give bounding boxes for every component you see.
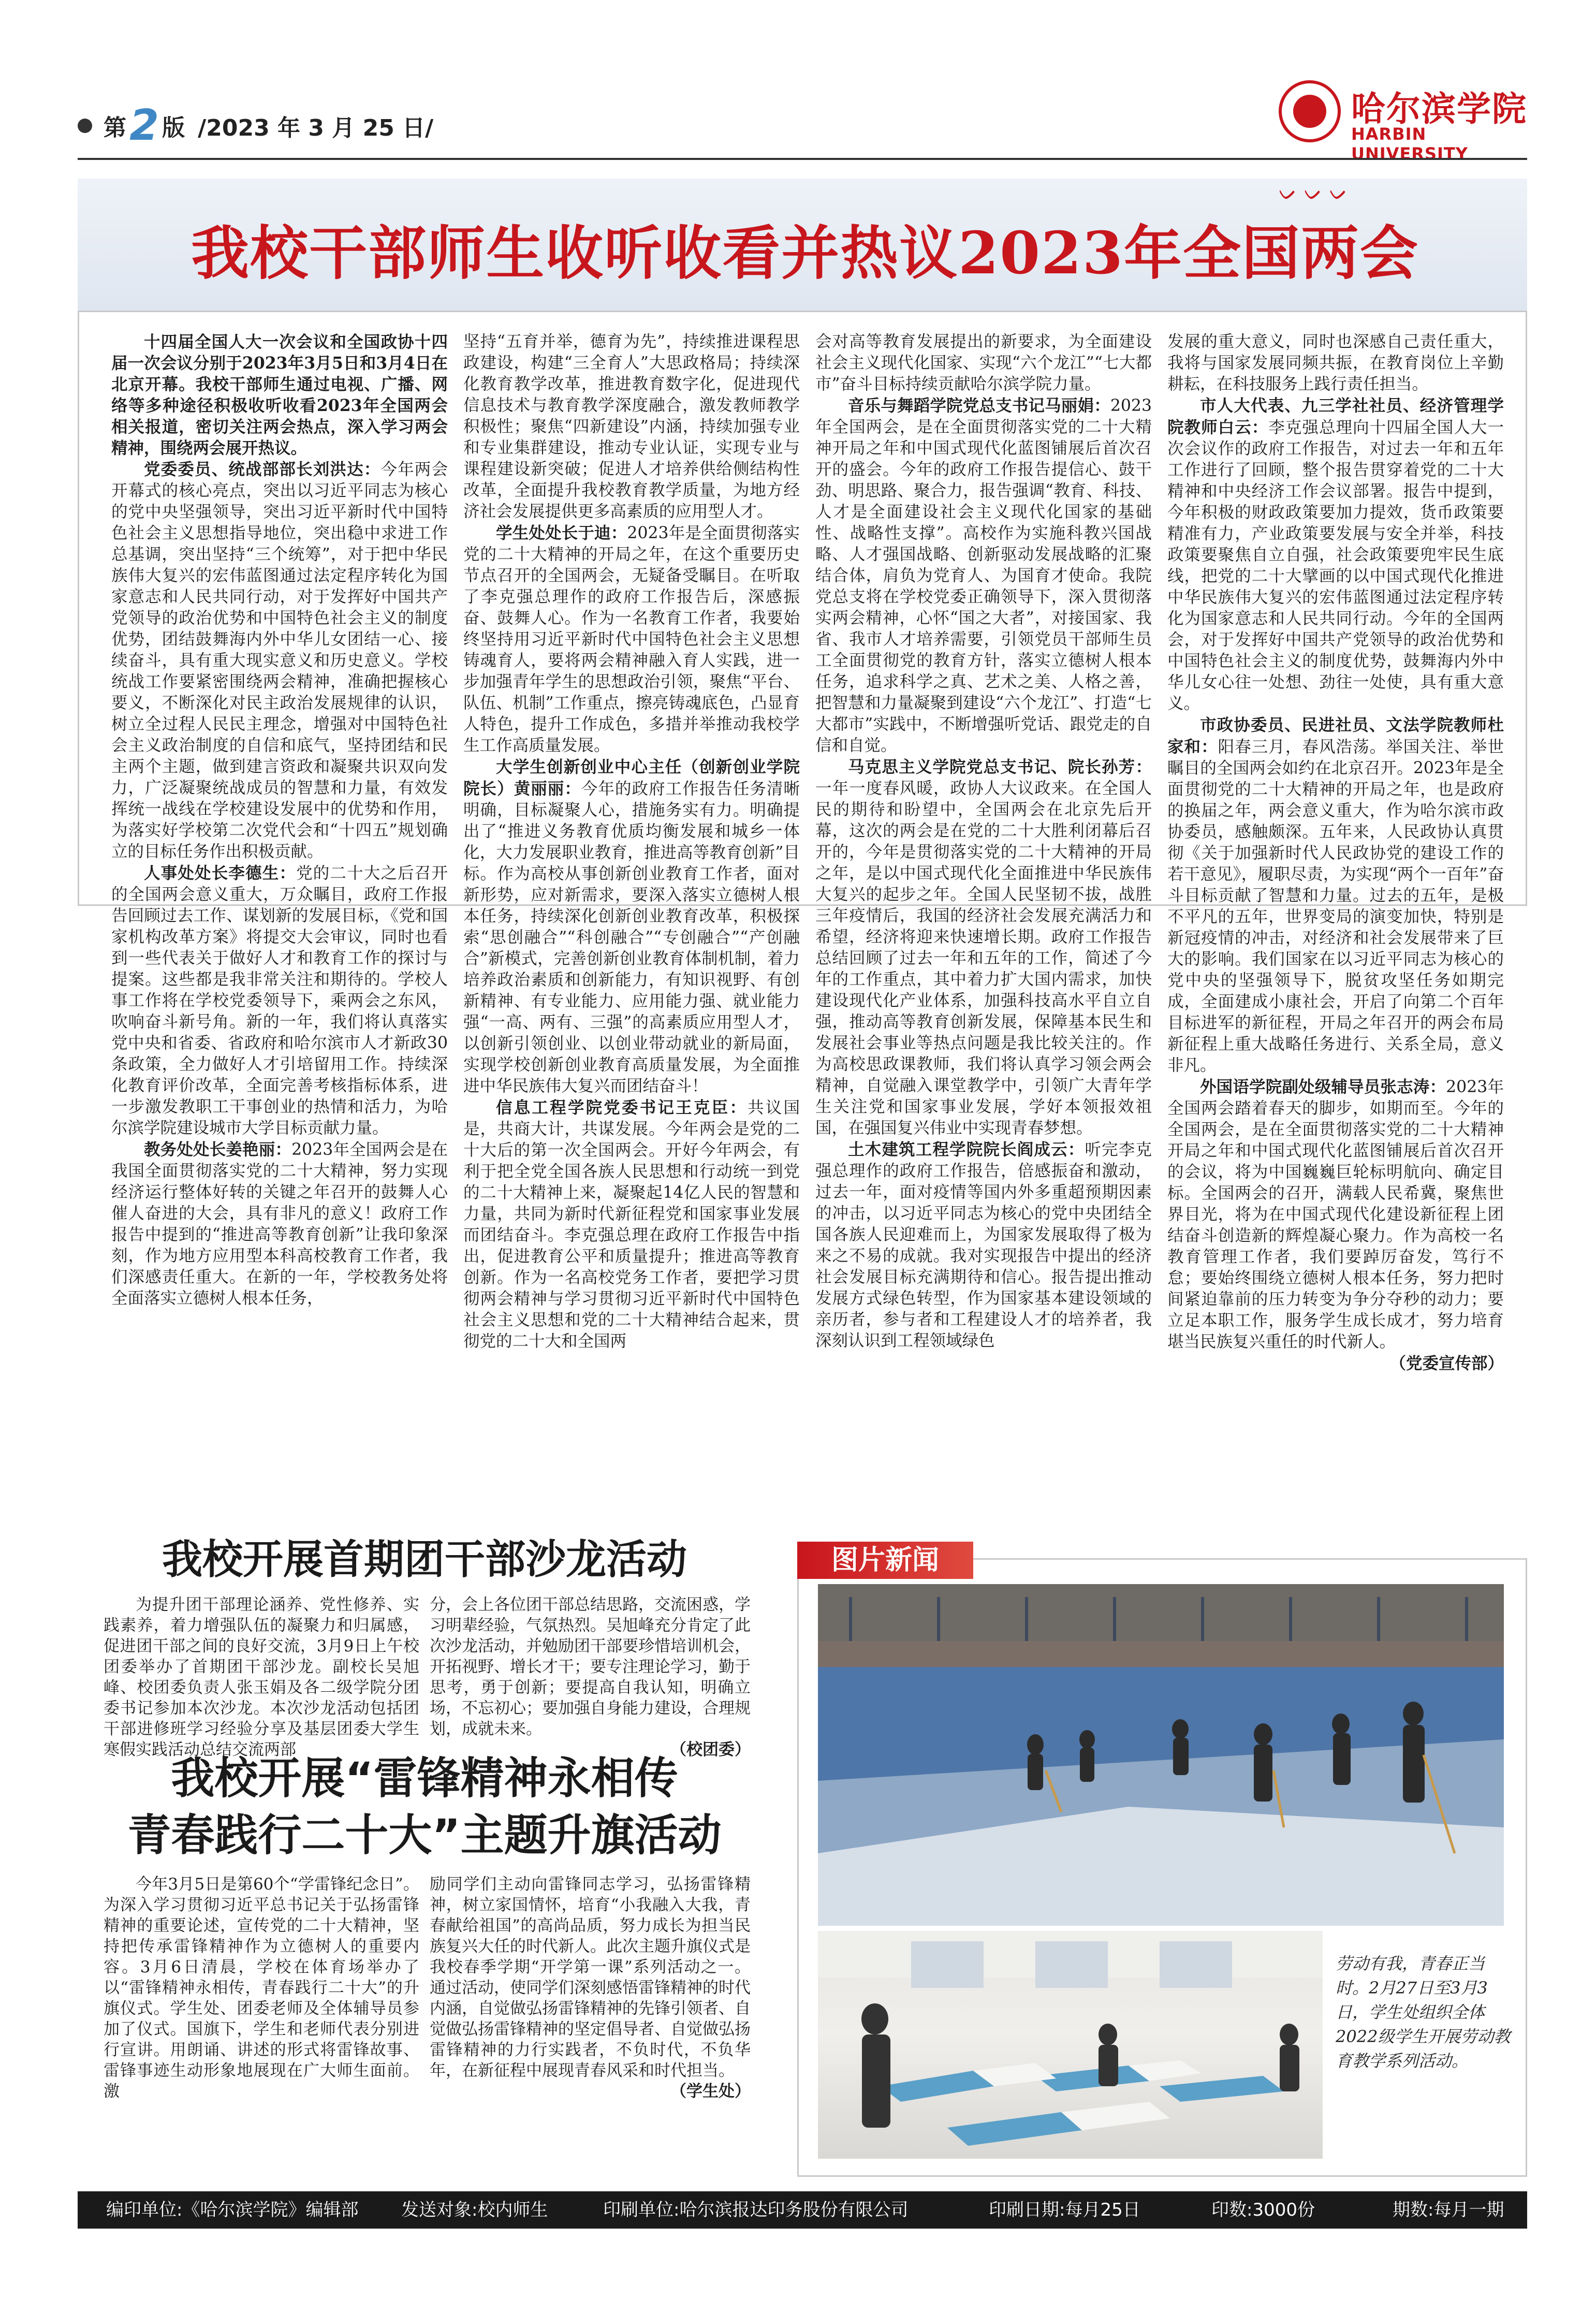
- footer-printer: 印刷单位:哈尔滨报达印务股份有限公司: [603, 2200, 909, 2220]
- university-seal-icon: [1279, 80, 1341, 142]
- speaker-paragraph: [815, 1139, 1152, 1352]
- speaker-name: 土木建筑工程学院院长阎成云：: [848, 1140, 1085, 1159]
- speaker-paragraph: [111, 862, 448, 1139]
- leifeng-signature: （学生处）: [670, 2082, 751, 2101]
- article-signature: （党委宣传部）: [1389, 1354, 1504, 1373]
- page-prefix: 第: [104, 114, 126, 141]
- footer-copies: 印数:3000份: [1211, 2200, 1315, 2220]
- main-article-column-3: [815, 331, 1152, 1352]
- main-article-column-2: [463, 331, 800, 1352]
- article-paragraph: 发展的重大意义，同时也深感自己责任重大，我将与国家发展同频共振，在教育岗位上辛勤耕耘，在科技服务上践行责任担当。: [1167, 332, 1504, 393]
- speaker-remarks: 今年的政府工作报告任务清晰明确，目标凝聚人心，措施务实有力。明确提出了“推进义务教育优质均衡发展和城乡一体化，大力发展职业教育，推进高等教育创新”目标。作为高校从事创新创业教育工作者，面对新形势，应对新需求，要深入落实立德树人根本任务，持续深化创新创业教育改革，积极探索“思创融合”“科创融合”“专创融合”“产创融合”新模式，完善创新创业教育体制机制，着力培养政治素质和创新能力，有知识视野、有创新精神、有专业能力、应用能力强、就业能力强“一高、两有、三强”的高素质应用型人才，以创新引领创业、以创业带动就业的新局面，实现学校创新创业教育高质量发展，为全面推进中华民族伟大复兴而团结奋斗！: [463, 780, 800, 1095]
- leifeng-headline: [78, 1750, 771, 1864]
- photo-classroom-cleaning: [818, 1931, 1323, 2159]
- speaker-remarks: 2023年全国两会，是在全面贯彻落实党的二十大精神开局之年和中国式现代化蓝图铺展后首次召开的盛会。今年的政府工作报告提信心、鼓干劲、明思路、聚合力，报告强调“教育、科技、人才是全面建设社会主义现代化国家的基础性、战略性支撑”。高校作为实施科教兴国战略、人才强国战略、创新驱动发展战略的汇聚结合体，肩负为党育人、为国育才使命。我院党总支将在学校党委正确领导下，深入贯彻落实两会精神，心怀“国之大者”，对接国家、我省、我市人才培养需要，引领党员干部师生员工全面贯彻党的教育方针，落实立德树人根本任务，追求科学之真、艺术之美、人格之善，把智慧和力量凝聚到建设“六个龙江”、打造“七大都市”实践中，不断增强听党话、跟党走的自信和自觉。: [815, 397, 1152, 755]
- speaker-remarks: 听完李克强总理作的政府工作报告，倍感振奋和激动，过去一年，面对疫情等国内外多重超预期因素的冲击，以习近平同志为核心的党中央团结全国各族人民迎难而上，为国家发展取得了极为来之不易的成就。我对实现报告中提出的经济社会发展目标充满期待和信心。报告提出推动发展方式绿色转型，作为国家基本建设领域的亲历者，参与者和工程建设人才的培养者，我深刻认识到工程领域绿色: [815, 1140, 1152, 1350]
- salon-column-2: 分，会上各位团干部总结思路，交流困惑，学习明辈经验，气氛热烈。吴旭峰充分肯定了此次沙龙活动，并勉励团干部要珍惜培训机会，开拓视野、增长才干；要专注理论学习，勤于思考，勇于创新；要提高自我认知，明确立场，不忘初心；要加强自身能力建设，合理规划，成就未来。 （校团委）: [430, 1595, 751, 1759]
- speaker-name: 市政协委员、民进社员、文法学院教师杜家和：: [1167, 715, 1504, 756]
- speaker-paragraph: [463, 756, 800, 1097]
- header-divider: [78, 158, 1527, 160]
- photo-snow-clearing: [818, 1584, 1504, 1926]
- page-suffix: 版: [162, 114, 185, 141]
- speaker-paragraph: [463, 1097, 800, 1352]
- speaker-paragraph: [111, 459, 448, 862]
- speaker-remarks: 2023年全国两会是在我国全面贯彻落实党的二十大精神，努力实现经济运行整体好转的关键之年召开的鼓舞人心催人奋进的大会，具有非凡的意义！政府工作报告中提到的“推进高等教育创新”让我印象深刻，作为地方应用型本科高校教育工作者，我们深感责任重大。在新的一年，学校教务处将全面落实立德树人根本任务，: [111, 1140, 448, 1308]
- speaker-remarks: 2023年全国两会踏着春天的脚步，如期而至。今年的全国两会，是在全面贯彻落实党的二十大精神开局之年和中国式现代化蓝图铺展后首次召开的会议，将为中国巍巍巨轮标明航向、确定目标。全国两会的召开，满载人民希冀，聚焦世界目光，将为在中国式现代化建设新征程上团结奋斗创造新的辉煌凝心聚力。作为高校一名教育管理工作者，我们要踔厉奋发，笃行不怠；要始终围绕立德树人根本任务，努力把时间紧迫靠前的压力转变为争分夺秒的动力；要立足本职工作，服务学生成长成才，努力培育堪当民族复兴重任的时代新人。: [1167, 1078, 1504, 1351]
- speaker-remarks: 共议国是，共商大计，共谋发展。今年两会是党的二十大后的第一次全国两会。开好今年两会，有利于把全党全国各族人民思想和行动统一到党的二十大精神上来，凝聚起14亿人民的智慧和力量，共同为新时代新征程党和国家事业发展而团结奋斗。李克强总理在政府工作报告中指出，促进教育公平和质量提升；推进高等教育创新。作为一名高校党务工作者，要把学习贯彻两会精神与学习贯彻习近平新时代中国特色社会主义思想和党的二十大精神结合起来，贯彻党的二十大和全国两: [463, 1099, 800, 1351]
- speaker-name: 大学生创新创业中心主任（创新创业学院院长）黄丽丽：: [463, 757, 800, 798]
- main-headline: 我校干部师生收听收看并热议2023年全国两会: [191, 219, 1419, 287]
- speaker-remarks: 今年两会开幕式的核心亮点，突出以习近平同志为核心的党中央坚强领导，突出习近平新时代中国特色社会主义思想指导地位，突出稳中求进工作总基调，突出坚持“三个统筹”，对于把中华民族伟大复兴的宏伟蓝图通过法定程序转化为国家意志和人民共同行动，对于发挥好中国共产党领导的政治优势和中国特色社会主义的制度优势，团结鼓舞海内外中华儿女团结一心、接续奋斗，具有重大现实意义和历史意义。学校统战工作要紧密围绕两会精神，准确把握核心要义，不断深化对民主政治发展规律的认识，树立全过程人民民主理念，增强对中国特色社会主义政治制度的自信和底气，坚持团结和民主两个主题，做到建言资政和凝聚共识双向发力，广泛凝聚统战成员的智慧和力量，有效发挥统一战线在学校建设发展中的优势和作用，为落实好学校第二次党代会和“十四五”规划确立的目标任务作出积极贡献。: [111, 460, 448, 861]
- speaker-name: 外国语学院副处级辅导员张志涛：: [1200, 1077, 1446, 1096]
- main-article-column-4: [1167, 331, 1504, 1374]
- snow-clearing-illustration: [818, 1584, 1504, 1926]
- footer-period: 期数:每月一期: [1393, 2200, 1504, 2220]
- picture-news-caption: 劳动有我，青春正当时。2月27日至3月3日，学生处组织全体2022级学生开展劳动教育教学系列活动。: [1336, 1954, 1511, 2071]
- logo-name-cn: 哈尔滨学院: [1351, 89, 1527, 129]
- speaker-paragraph: [463, 522, 800, 756]
- leifeng-headline-line-2: 青春践行二十大”主题升旗活动: [127, 1810, 722, 1861]
- page-number: 2: [129, 101, 159, 150]
- leifeng-column-1: 今年3月5日是第60个“学雷锋纪念日”。为深入学习贯彻习近平总书记关于弘扬雷锋精神的重要论述，宣传党的二十大精神，坚持把传承雷锋精神作为立德树人的重要内容。3月6日清晨，学校在体育场举办了以“雷锋精神永相传，青春践行二十大”的升旗仪式。学生处、团委老师及全体辅导员参加了仪式。国旗下，学生和老师代表分别进行宣讲。用朗诵、讲述的形式将雷锋故事、雷锋事迹生动形象地展现在广大师生面前。激: [104, 1875, 419, 2101]
- main-article-column-1: [111, 331, 448, 1309]
- speaker-paragraph: [815, 756, 1152, 1139]
- speaker-paragraph: [815, 395, 1152, 756]
- salon-headline: 我校开展首期团干部沙龙活动: [162, 1536, 687, 1583]
- speaker-paragraph: [1167, 395, 1504, 714]
- article-paragraph: 坚持“五育并举，德育为先”，持续推进课程思政建设，构建“三全育人”大思政格局；持续深化教育教学改革，推进教育数字化，促进现代信息技术与教育教学深度融合，激发教师教学积极性；聚焦“四新建设”内涵，持续加强专业和专业集群建设，推动专业认证，实现专业与课程建设新突破；促进人才培养供给侧结构性改革，全面提升我校教育教学质量，为地方经济社会发展提供更多高素质的应用型人才。: [463, 332, 800, 521]
- speaker-name: 党委委员、统战部部长刘洪达：: [144, 460, 381, 479]
- classroom-illustration: [818, 1931, 1323, 2159]
- speaker-remarks: 阳春三月，春风浩荡。举国关注、举世瞩目的全国两会如约在北京召开。2023年是全面贯彻党的二十大精神的开局之年，也是政府的换届之年，两会意义重大，作为哈尔滨市政协委员，感触颇深。五年来，人民政协认真贯彻《关于加强新时代人民政协党的建设工作的若干意见》，履职尽责，为实现“两个一百年”奋斗目标贡献了智慧和力量。过去的五年，是极不平凡的五年，世界变局的演变加快，特别是新冠疫情的冲击，对经济和社会发展带来了巨大的影响。我们国家在以习近平同志为核心的党中央的坚强领导下，脱贫攻坚任务如期完成，全面建成小康社会，开启了向第二个百年目标进军的新征程，开局之年召开的两会布局新征程上重大战略任务进行、关系全局，意义非凡。: [1167, 738, 1504, 1075]
- bird-decoration-icon: ᨆ ᨆ ᨆ: [1279, 181, 1348, 205]
- speaker-remarks: 李克强总理向十四届全国人大一次会议作的政府工作报告，对过去一年和五年工作进行了回顾，整个报告贯穿着党的二十大精神和中央经济工作会议部署。报告中提到，今年积极的财政政策要加力提效，货币政策要精准有力，产业政策要发展与安全并举，科技政策要聚焦自立自强，社会政策要兜牢民生底线，把党的二十大擘画的以中国式现代化推进中华民族伟大复兴的宏伟蓝图通过法定程序转化为国家意志和人民共同行动。今年的全国两会，对于发挥好中国共产党领导的政治优势和中国特色社会主义的制度优势，鼓舞海内外中华儿女心往一处想、劲往一处使，具有重大意义。: [1167, 418, 1504, 713]
- salon-column-1: 为提升团干部理论涵养、党性修养、实践素养，着力增强队伍的凝聚力和归属感，促进团干部之间的良好交流，3月9日上午校团委举办了首期团干部沙龙。副校长吴旭峰、校团委负责人张玉娟及各二级学院分团委书记参加本次沙龙。本次沙龙活动包括团干部进修班学习经验分享及基层团委大学生寒假实践活动总结交流两部: [104, 1595, 419, 1759]
- footer-print-date: 印刷日期:每月25日: [989, 2200, 1140, 2220]
- speaker-name: 市人大代表、九三学社社员、经济管理学院教师白云：: [1167, 396, 1504, 437]
- speaker-remarks: 党的二十大之后召开的全国两会意义重大，万众瞩目，政府工作报告回顾过去工作、谋划新的发展目标，《党和国家机构改革方案》将提交大会审议，同时也看到一些代表关于做好人才和教育工作的探讨与提案。这些都是我非常关注和期待的。学校人事工作将在学校党委领导下，乘两会之东风，吹响奋斗新号角。新的一年，我们将认真落实党中央和省委、省政府和哈尔滨市人才新政30条政策，全力做好人才引培留用工作。持续深化教育评价改革，全面完善考核指标体系，进一步激发教职工干事创业的热情和活力，为哈尔滨学院建设城市大学目标贡献力量。: [111, 864, 448, 1137]
- bullet-icon: [78, 119, 92, 133]
- page-footer: [78, 2191, 1527, 2229]
- speaker-paragraph: [111, 1139, 448, 1309]
- footer-editor: 编印单位:《哈尔滨学院》编辑部: [106, 2200, 359, 2220]
- speaker-name: 学生处处长于迪：: [496, 523, 627, 543]
- speaker-name: 马克思主义学院党总支书记、院长孙芳：: [848, 757, 1152, 777]
- logo-name-en: HARBIN UNIVERSITY: [1351, 124, 1468, 164]
- footer-audience: 发送对象:校内师生: [401, 2200, 548, 2220]
- speaker-name: 信息工程学院党委书记王克臣：: [496, 1098, 748, 1117]
- speaker-name: 教务处处长姜艳丽：: [144, 1140, 292, 1159]
- article-paragraph: 会对高等教育发展提出的新要求，为全面建设社会主义现代化国家、实现“六个龙江”“七大都市”奋斗目标持续贡献哈尔滨学院力量。: [815, 332, 1152, 393]
- article-lead: 十四届全国人大一次会议和全国政协十四届一次会议分别于2023年3月5日和3月4日在北京开幕。我校干部师生通过电视、广播、网络等多种途径积极收听收看2023年全国两会相关报道，密切关注两会热点，深入学习两会精神，围绕两会展开热议。: [111, 332, 448, 458]
- leifeng-headline-line-1: 我校开展“雷锋精神永相传: [171, 1753, 678, 1804]
- speaker-name: 人事处处长李德生：: [144, 863, 297, 883]
- speaker-paragraph: [1167, 1076, 1504, 1353]
- speaker-name: 音乐与舞蹈学院党总支书记马丽娟：: [848, 396, 1110, 415]
- salon-signature: （校团委）: [670, 1740, 751, 1759]
- picture-news-tag: 图片新闻: [797, 1542, 973, 1579]
- issue-date: /2023 年 3 月 25 日/: [198, 114, 434, 141]
- university-logo: [1279, 75, 1538, 164]
- leifeng-column-2: 励同学们主动向雷锋同志学习，弘扬雷锋精神，树立家国情怀，培育“小我融入大我，青春献给祖国”的高尚品质，努力成长为担当民族复兴大任的时代新人。此次主题升旗仪式是我校春季学期“开学第一课”系列活动之一。通过活动，使同学们深刻感悟雷锋精神的时代内涵，自觉做弘扬雷锋精神的先锋引领者、自觉做弘扬雷锋精神的坚定倡导者、自觉做弘扬雷锋精神的力行实践者，不负时代，不负华年，在新征程中展现青春风采和时代担当。 （学生处）: [430, 1875, 751, 2101]
- speaker-paragraph: [1167, 714, 1504, 1076]
- speaker-remarks: 一年一度春风暖，政协人大议政来。在全国人民的期待和盼望中，全国两会在北京先后开幕，这次的两会是在党的二十大胜利闭幕后召开的，今年是贯彻落实党的二十大精神的开局之年，是以中国式现代化全面推进中华民族伟大复兴的起步之年。全国人民坚韧不拔，战胜三年疫情后，我国的经济社会发展充满活力和希望，经济将迎来快速增长期。政府工作报告总结回顾了过去一年和五年的工作，简述了今年的工作重点，其中着力扩大国内需求，加快建设现代化产业体系，加强科技高水平自立自强，推动高等教育创新发展，保障基本民生和发展社会事业等热点问题是我比较关注的。作为高校思政课教师，我们将认真学习领会两会精神，自觉融入课堂教学中，引领广大青年学生关注党和国家事业发展，学好本领报效祖国，在强国复兴伟业中实现青春梦想。: [815, 779, 1152, 1137]
- speaker-remarks: 2023年是全面贯彻落实党的二十大精神的开局之年，在这个重要历史节点召开的全国两会，无疑备受瞩目。在听取了李克强总理作的政府工作报告后，深感振奋、鼓舞人心。作为一名教育工作者，我要始终坚持用习近平新时代中国特色社会主义思想铸魂育人，要将两会精神融入育人实践，进一步加强青年学生的思想政治引领，聚焦“平台、队伍、机制”工作重点，擦亮铸魂底色，凸显育人特色，提升工作成色，多措并举推动我校学生工作高质量发展。: [463, 524, 800, 755]
